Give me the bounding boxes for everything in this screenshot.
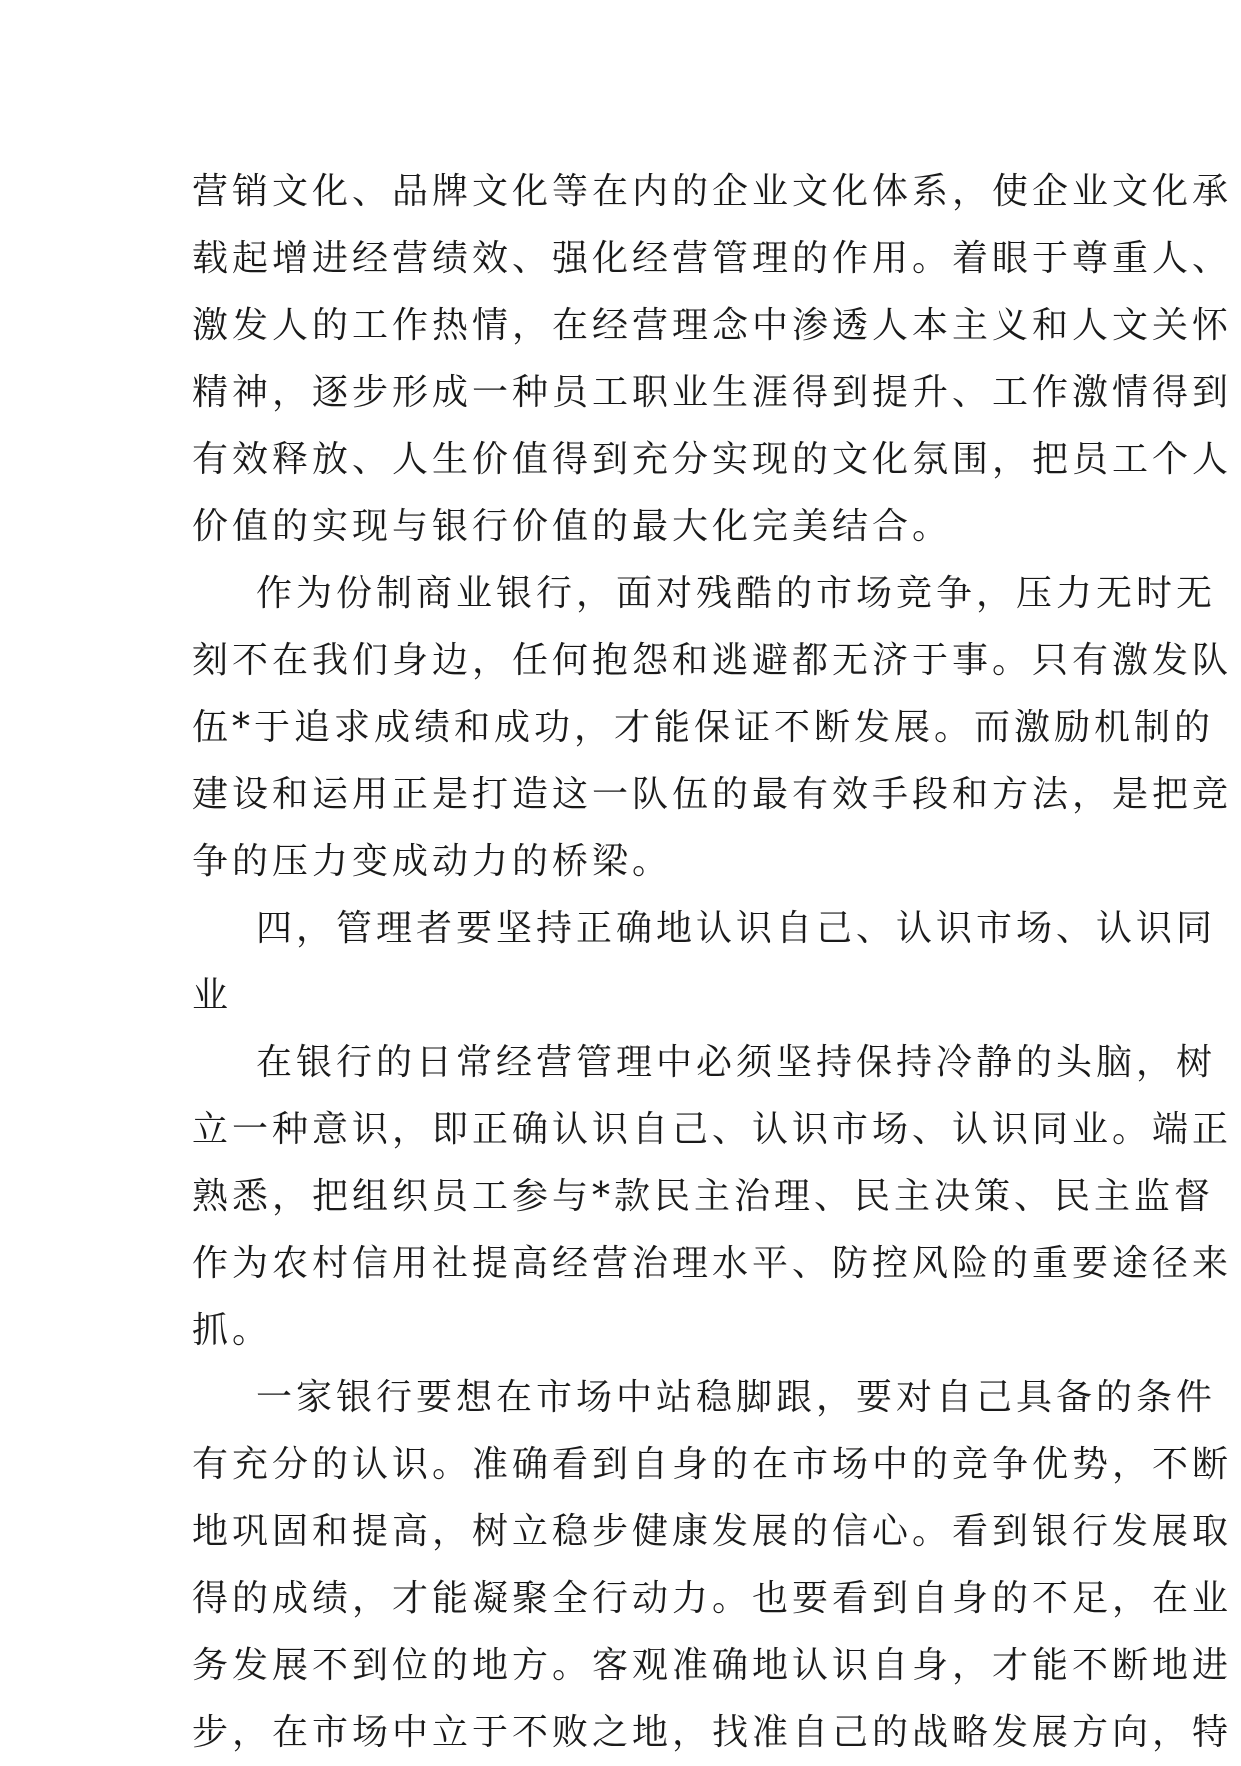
section-heading-continuation: 业 (192, 975, 233, 1016)
text-line: 作为农村信用社提高经营治理水平、防控风险的重要途径来 (192, 1243, 1233, 1284)
text-line: 地巩固和提高，树立稳步健康发展的信心。看到银行发展取 (192, 1511, 1233, 1552)
text-line: 建设和运用正是打造这一队伍的最有效手段和方法，是把竞 (192, 774, 1233, 815)
text-line: 务发展不到位的地方。客观准确地认识自身，才能不断地进 (192, 1645, 1233, 1686)
text-line: 刻不在我们身边，任何抱怨和逃避都无济于事。只有激发队 (192, 640, 1233, 681)
text-line: 价值的实现与银行价值的最大化完美结合。 (192, 506, 953, 547)
section-heading: 四，管理者要坚持正确地认识自己、认识市场、认识同 (256, 908, 1217, 949)
text-line: 步，在市场中立于不败之地，找准自己的战略发展方向，特 (192, 1712, 1233, 1753)
paragraph-first-line: 一家银行要想在市场中站稳脚跟，要对自己具备的条件 (256, 1377, 1217, 1418)
text-line: 载起增进经营绩效、强化经营管理的作用。着眼于尊重人、 (192, 238, 1233, 279)
text-line: 精神，逐步形成一种员工职业生涯得到提升、工作激情得到 (192, 372, 1233, 413)
paragraph-first-line: 作为份制商业银行，面对残酷的市场竞争，压力无时无 (256, 573, 1217, 614)
body-text (192, 158, 1233, 1766)
text-line: 有充分的认识。准确看到自身的在市场中的竞争优势，不断 (192, 1444, 1233, 1485)
text-line: 抓。 (192, 1310, 273, 1351)
text-line: 争的压力变成动力的桥梁。 (192, 841, 673, 882)
text-line: 立一种意识，即正确认识自己、认识市场、认识同业。端正 (192, 1109, 1233, 1150)
text-line: 得的成绩，才能凝聚全行动力。也要看到自身的不足，在业 (192, 1578, 1233, 1619)
paragraph-first-line: 在银行的日常经营管理中必须坚持保持冷静的头脑，树 (256, 1042, 1217, 1083)
text-line: 激发人的工作热情，在经营理念中渗透人本主义和人文关怀 (192, 305, 1233, 346)
text-line: 伍*于追求成绩和成功，才能保证不断发展。而激励机制的 (192, 707, 1215, 748)
text-line: 有效释放、人生价值得到充分实现的文化氛围，把员工个人 (192, 439, 1233, 480)
text-line: 营销文化、品牌文化等在内的企业文化体系，使企业文化承 (192, 171, 1233, 212)
text-line: 熟悉，把组织员工参与*款民主治理、民主决策、民主监督 (192, 1176, 1215, 1217)
